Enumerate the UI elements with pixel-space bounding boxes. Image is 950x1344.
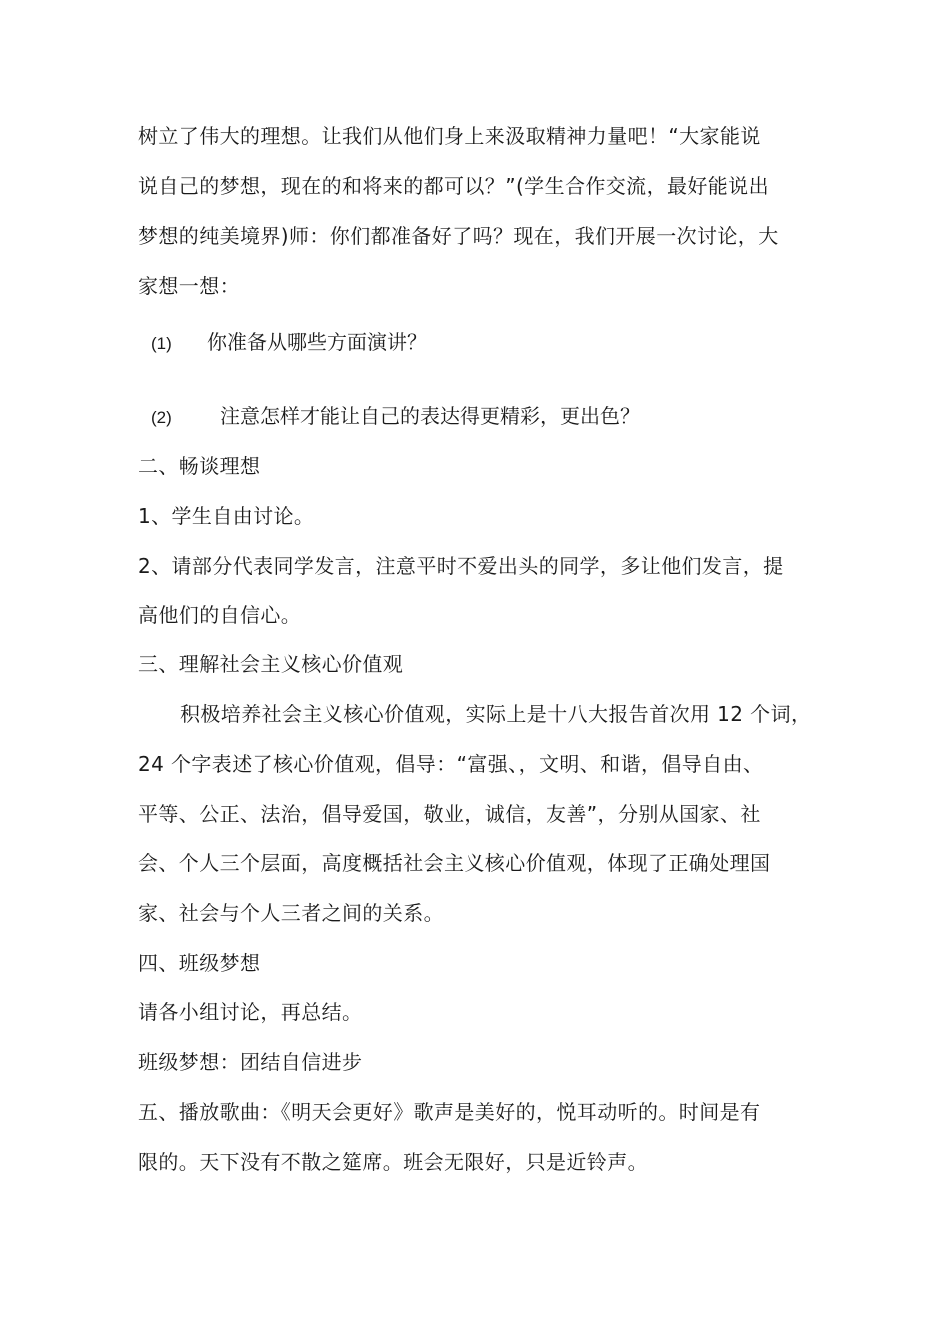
text-line: 2、请部分代表同学发言，注意平时不爱出头的同学，多让他们发言，提 [138, 554, 784, 578]
text-line: 请各小组讨论，再总结。 [138, 1000, 363, 1024]
section-heading: 二、畅谈理想 [138, 454, 261, 478]
text-line: 1、学生自由讨论。 [138, 504, 315, 528]
text-line: 班级梦想：团结自信进步 [138, 1050, 363, 1074]
text-line: 梦想的纯美境界)师：你们都准备好了吗？现在，我们开展一次讨论，大 [138, 224, 779, 248]
text-line: 家想一想： [138, 274, 240, 298]
list-number: (2) [151, 408, 172, 427]
list-item-text: 你准备从哪些方面演讲？ [207, 330, 427, 354]
text-line: 积极培养社会主义核心价值观，实际上是十八大报告首次用 12 个词， [180, 702, 812, 726]
text-line: 会、个人三个层面，高度概括社会主义核心价值观，体现了正确处理国 [138, 851, 771, 875]
section-heading: 三、理解社会主义核心价值观 [138, 652, 404, 676]
list-item-text: 注意怎样才能让自己的表达得更精彩，更出色？ [220, 404, 640, 428]
list-number: (1) [151, 334, 172, 353]
text-line: 高他们的自信心。 [138, 603, 302, 627]
text-line: 平等、公正、法治，倡导爱国，敬业，诚信，友善”，分别从国家、社 [138, 802, 761, 826]
text-line: 家、社会与个人三者之间的关系。 [138, 901, 444, 925]
text-line: 五、播放歌曲：《明天会更好》歌声是美好的，悦耳动听的。时间是有 [138, 1100, 761, 1124]
text-line: 24 个字表述了核心价值观，倡导：“富强、，文明、和谐，倡导自由、 [138, 752, 764, 776]
text-line: 树立了伟大的理想。让我们从他们身上来汲取精神力量吧！“大家能说 [138, 124, 761, 148]
text-line: 限的。天下没有不散之筵席。班会无限好，只是近铃声。 [138, 1150, 648, 1174]
text-line: 说自己的梦想，现在的和将来的都可以？”(学生合作交流，最好能说出 [138, 174, 769, 198]
section-heading: 四、班级梦想 [138, 951, 261, 975]
